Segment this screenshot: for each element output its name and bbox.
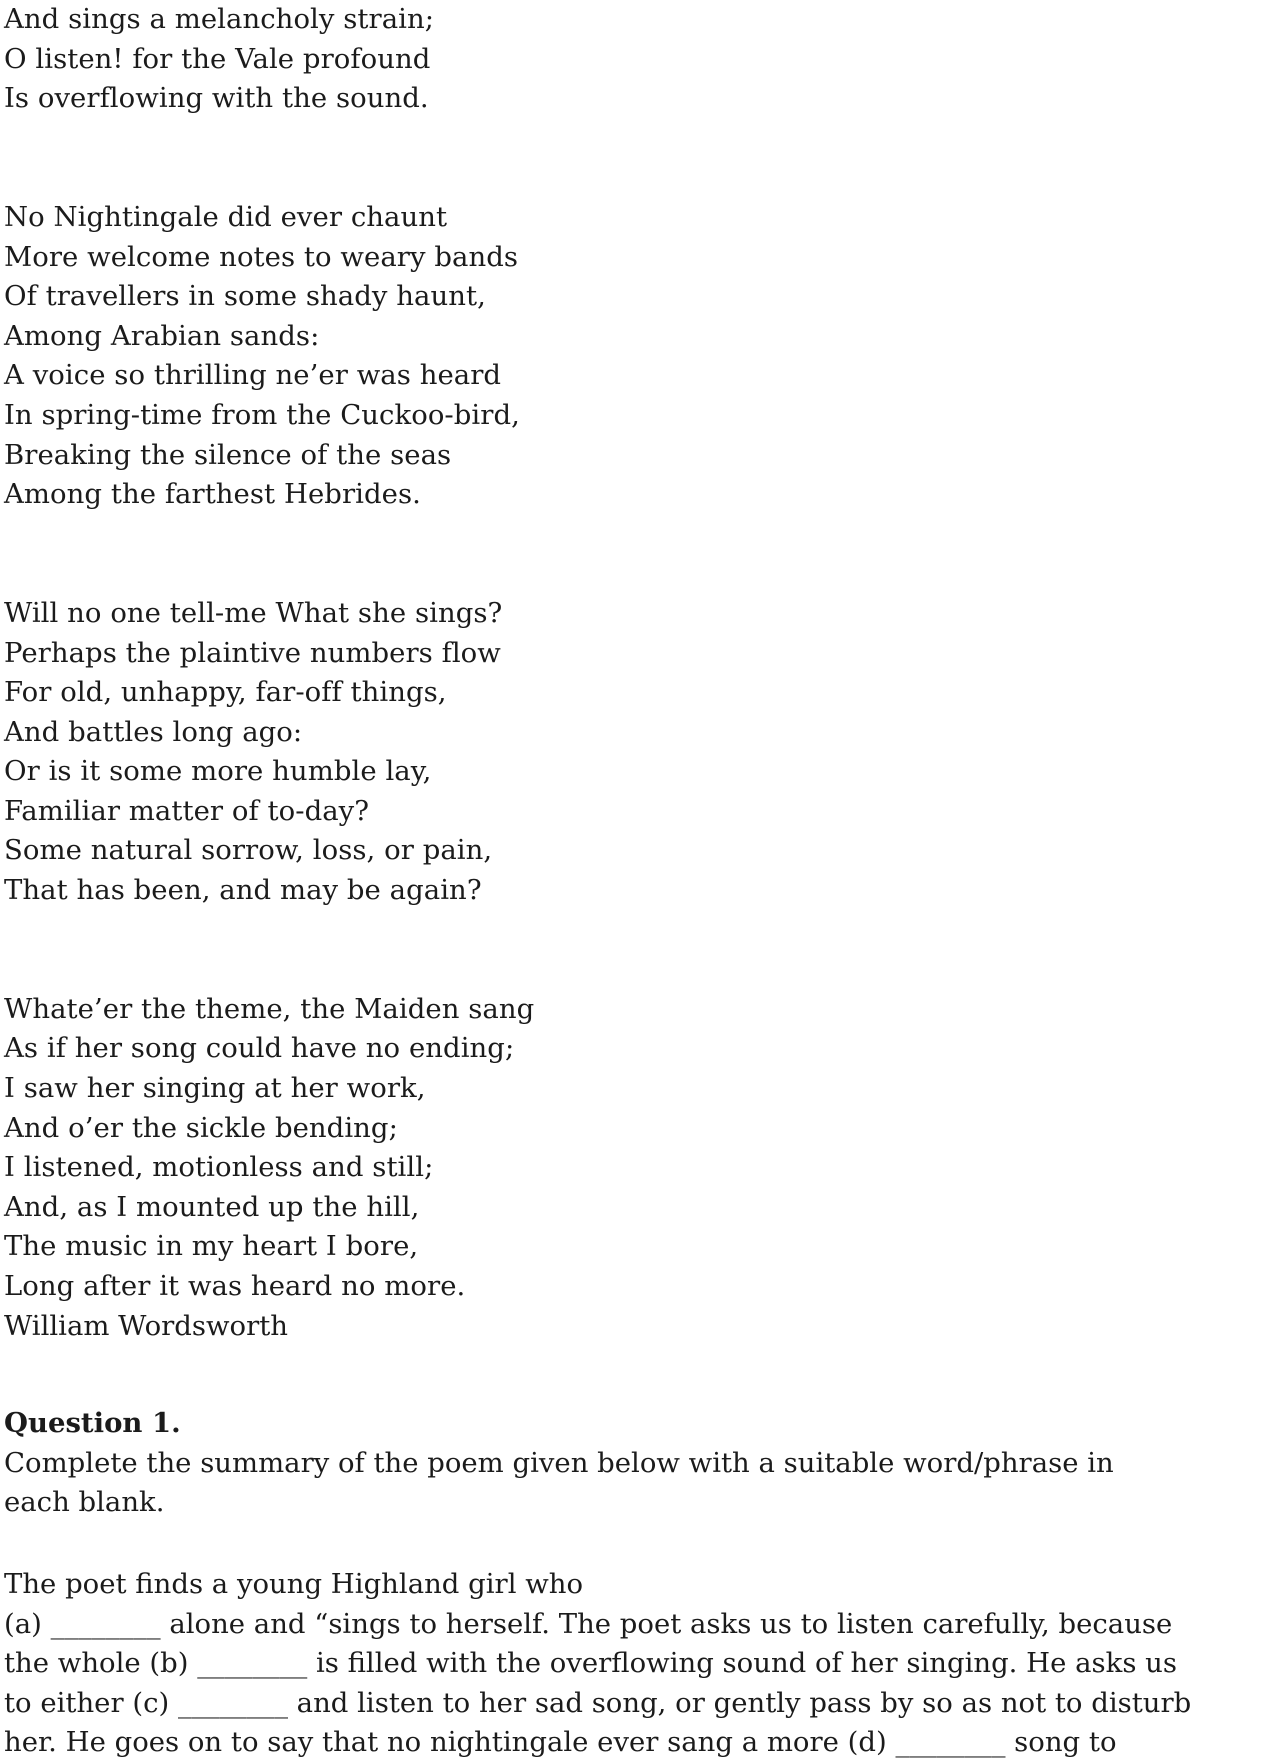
poem-line: Among the farthest Hebrides. [4,478,421,511]
question-heading: Question 1. [4,1407,181,1440]
poem-line: Some natural sorrow, loss, or pain, [4,834,493,867]
stanza-spacer [4,515,1280,555]
summary-line: to either (c) ________ and listen to her sad song, or gently pass by so as not to disturb [4,1686,1192,1719]
section-spacer [4,1346,1280,1404]
poem-line: I saw her singing at her work, [4,1072,426,1105]
poem-stanza-1 [4,0,1280,119]
poem-line: Breaking the silence of the seas [4,438,452,471]
paragraph-spacer [4,1523,1280,1565]
poem-line: Of travellers in some shady haunt, [4,280,486,313]
poem-line: Is overflowing with the sound. [4,82,429,115]
poem-line: Perhaps the plaintive numbers flow [4,636,501,669]
stanza-spacer [4,119,1280,159]
poem-line: In spring-time from the Cuckoo-bird, [4,398,520,431]
poem-line: And o’er the sickle bending; [4,1111,398,1144]
poem-line: For old, unhappy, far-off things, [4,676,447,709]
poem-line: No Nightingale did ever chaunt [4,200,448,233]
question-instruction-line: each blank. [4,1486,165,1519]
poem-line: I listened, motionless and still; [4,1151,434,1184]
stanza-spacer [4,158,1280,198]
poem-author: William Wordsworth [4,1309,288,1342]
poem-stanza-3 [4,594,1280,911]
poem-line: That has been, and may be again? [4,874,482,907]
stanza-spacer [4,911,1280,951]
poem-line: O listen! for the Vale profound [4,42,431,75]
poem-line: The music in my heart I bore, [4,1230,419,1263]
poem-line: More welcome notes to weary bands [4,240,519,273]
poem-line: And, as I mounted up the hill, [4,1190,420,1223]
poem-line: Or is it some more humble lay, [4,755,432,788]
poem-line: Among Arabian sands: [4,319,320,352]
summary-line: (a) ________ alone and “sings to herself. The poet asks us to listen carefully, because [4,1607,1173,1640]
question-instruction-line: Complete the summary of the poem given below with a suitable word/phrase in [4,1446,1114,1479]
poem-line: As if her song could have no ending; [4,1032,515,1065]
stanza-spacer [4,950,1280,990]
summary-line: The poet finds a young Highland girl who [4,1567,584,1600]
poem-line: Will no one tell-me What she sings? [4,596,503,629]
poem-stanza-2 [4,198,1280,515]
stanza-spacer [4,554,1280,594]
poem-line: Whate’er the theme, the Maiden sang [4,992,535,1025]
summary-line: the whole (b) ________ is filled with the overflowing sound of her singing. He asks us [4,1647,1178,1680]
poem-line: Long after it was heard no more. [4,1270,466,1302]
poem-line: And battles long ago: [4,715,303,748]
poem-line: Familiar matter of to-day? [4,794,370,827]
poem-line: A voice so thrilling ne’er was heard [4,359,502,392]
poem-line: And sings a melancholy strain; [4,3,435,35]
poem-stanza-4 [4,990,1280,1307]
summary-line: her. He goes on to say that no nightingale ever sang a more (d) ________ song to [4,1726,1117,1759]
